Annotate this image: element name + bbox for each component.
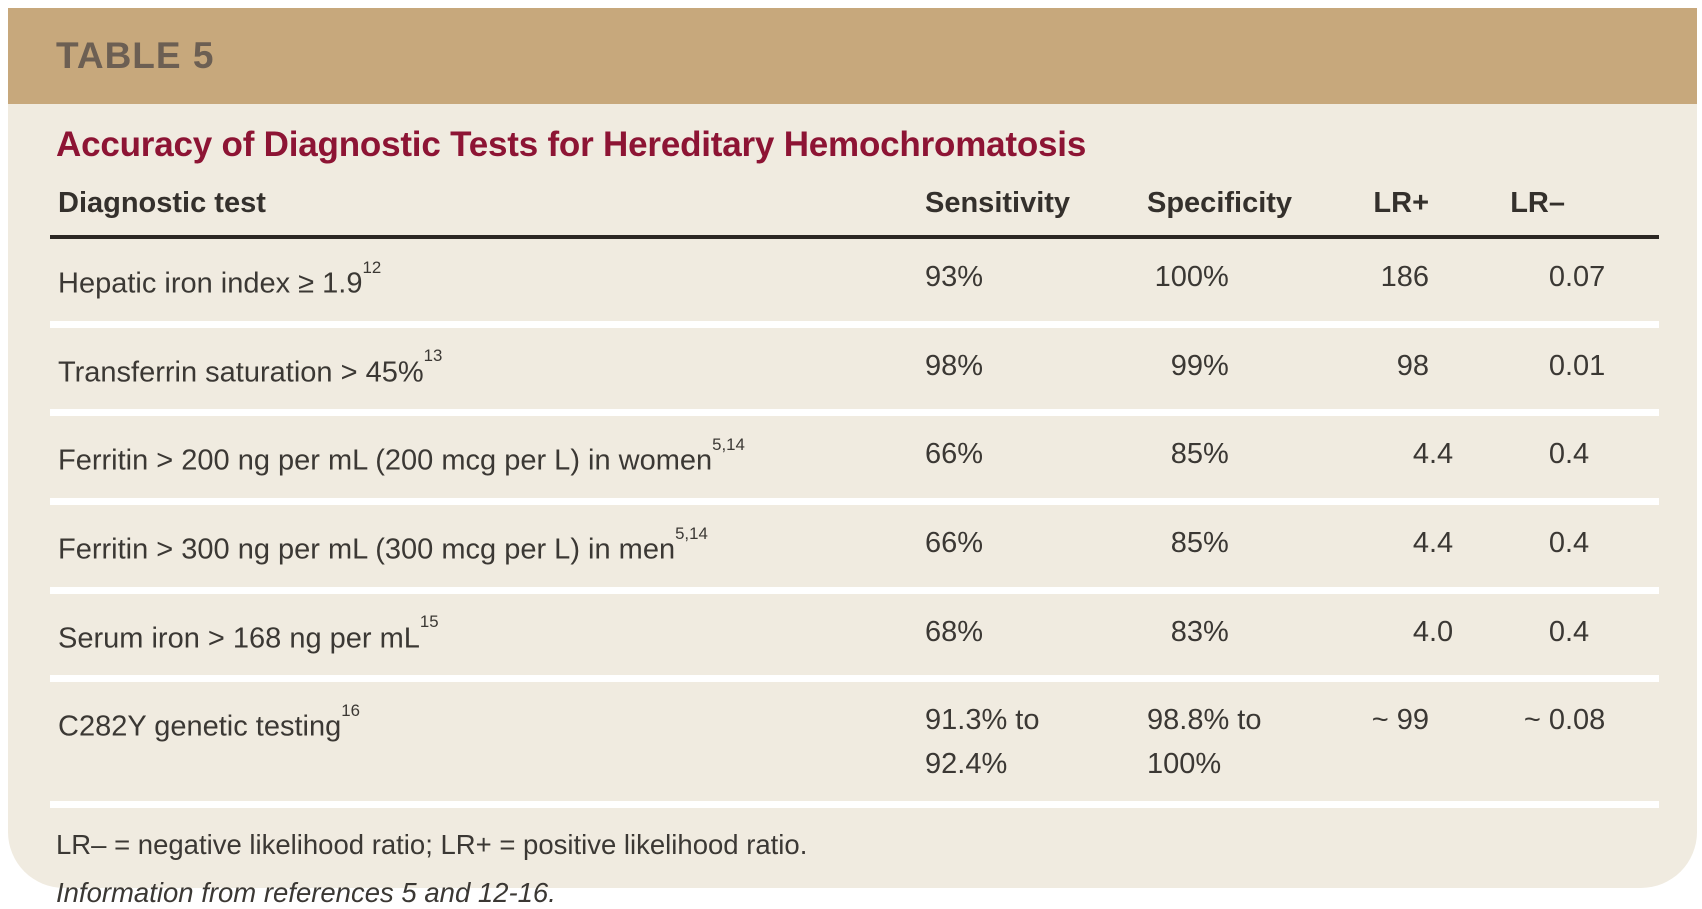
cell-lr-negative [1499, 698, 1659, 742]
cell-sensitivity: 91.3% to 92.4% [925, 704, 1040, 781]
value-fraction-part: % [1203, 261, 1229, 293]
data-table [50, 171, 1659, 808]
cell-diagnostic-test: Serum iron > 168 ng per $mL^{15}$ [58, 612, 439, 655]
column-header-lr-negative: LR– [1510, 187, 1565, 219]
cell-diagnostic-test: C282Y genetic testing$^{16}$ [58, 701, 360, 743]
value-fraction-part: .4 [1565, 526, 1590, 559]
value-fraction-part: .01 [1565, 349, 1606, 382]
cell-diagnostic-test: Ferritin > 200 ng per mL (200 mcg per L) in women$^{5,14}$ [58, 435, 745, 477]
value-fraction-part: .07 [1565, 261, 1606, 293]
table-number-label: TABLE 5 [56, 35, 215, 76]
cell-sensitivity: 66% [925, 438, 984, 471]
cell-specificity [1147, 521, 1359, 565]
table-row [50, 682, 1659, 808]
column-header-sensitivity: Sensitivity [925, 187, 1071, 219]
value-fraction-part: % [1203, 615, 1229, 648]
cell-lr-positive [1359, 698, 1499, 742]
cell-lr-positive [1359, 255, 1499, 299]
value-integer-part: ~ 99 [1371, 704, 1429, 737]
value-fraction-part: .0 [1429, 615, 1454, 648]
value-integer-part: ~ 0 [1523, 704, 1565, 737]
value-integer-part: 186 [1380, 261, 1429, 293]
value-integer-part: 0 [1548, 438, 1565, 471]
value-fraction-part: .08 [1565, 704, 1606, 737]
value-integer-part: 0 [1548, 349, 1565, 382]
footnote-abbreviations: LR– = negative likelihood ratio; LR+ = positive likelihood ratio. [56, 829, 808, 861]
value-fraction-part: % [1203, 349, 1229, 382]
value-integer-part: 4 [1412, 615, 1429, 648]
cell-diagnostic-test: Hepatic iron index ≥ $1.9^{12}$ [58, 257, 382, 300]
value-integer-part: 4 [1412, 438, 1429, 471]
cell-specificity [1147, 432, 1359, 476]
value-integer-part: 85 [1170, 438, 1203, 471]
table-number-band [8, 8, 1697, 104]
cell-lr-negative [1499, 432, 1659, 476]
table-footnotes [56, 829, 1649, 909]
value-fraction-part: .4 [1429, 526, 1454, 559]
table-card [8, 8, 1697, 909]
value-fraction-part: .4 [1565, 615, 1590, 648]
value-fraction-part: .4 [1565, 438, 1590, 471]
column-header-lr-positive: LR+ [1373, 187, 1429, 219]
footnote-source: Information from references 5 and 12-16. [56, 877, 556, 909]
value-integer-part: 99 [1170, 349, 1203, 382]
cell-lr-negative [1499, 344, 1659, 388]
table-title: Accuracy of Diagnostic Tests for Hereditary Hemochromatosis [56, 125, 1087, 164]
cell-specificity [1147, 255, 1359, 299]
cell-lr-positive [1359, 521, 1499, 565]
table-body [50, 239, 1659, 808]
value-integer-part: 100 [1154, 261, 1203, 293]
table-row [50, 328, 1659, 417]
table-header-row [50, 171, 1659, 239]
table-row [50, 594, 1659, 683]
cell-lr-positive [1359, 610, 1499, 654]
cell-specificity [1147, 344, 1359, 388]
table-row [50, 239, 1659, 328]
reference-superscript: 5,14 [712, 435, 745, 455]
reference-superscript: 16 [341, 701, 360, 721]
cell-lr-negative [1499, 521, 1659, 565]
cell-lr-positive [1359, 432, 1499, 476]
cell-diagnostic-test: Transferrin saturation > 45%$^{13}$ [58, 346, 443, 389]
reference-superscript: 5,14 [675, 523, 708, 543]
cell-lr-negative [1499, 610, 1659, 654]
cell-sensitivity: 66% [925, 526, 984, 559]
value-integer-part: 0 [1548, 615, 1565, 648]
column-header-specificity: Specificity [1147, 187, 1293, 219]
value-integer-part: 0 [1548, 526, 1565, 559]
value-integer-part: 85 [1170, 526, 1203, 559]
cell-lr-negative [1499, 255, 1659, 299]
cell-lr-positive [1359, 344, 1499, 388]
cell-specificity [1147, 610, 1359, 654]
value-integer-part: 0 [1548, 261, 1565, 293]
value-integer-part: 83 [1170, 615, 1203, 648]
cell-sensitivity: 93% [925, 261, 984, 293]
cell-sensitivity: 68% [925, 615, 984, 648]
value-fraction-part: % [1203, 438, 1229, 471]
value-fraction-part: % [1203, 526, 1229, 559]
cell-diagnostic-test: Ferritin > 300 ng per mL (300 mcg per L) in men$^{5,14}$ [58, 523, 708, 566]
table-row [50, 505, 1659, 594]
value-integer-part: 98 [1396, 349, 1429, 382]
table-row [50, 416, 1659, 505]
value-fraction-part: .4 [1429, 438, 1454, 471]
cell-specificity: 98.8% to 100% [1147, 704, 1262, 781]
reference-superscript: 13 [423, 346, 443, 366]
cell-sensitivity: 98% [925, 349, 984, 382]
column-header-diagnostic-test: Diagnostic test [58, 187, 266, 219]
value-integer-part: 4 [1412, 526, 1429, 559]
reference-superscript: 15 [419, 612, 439, 632]
reference-superscript: 12 [362, 257, 382, 277]
